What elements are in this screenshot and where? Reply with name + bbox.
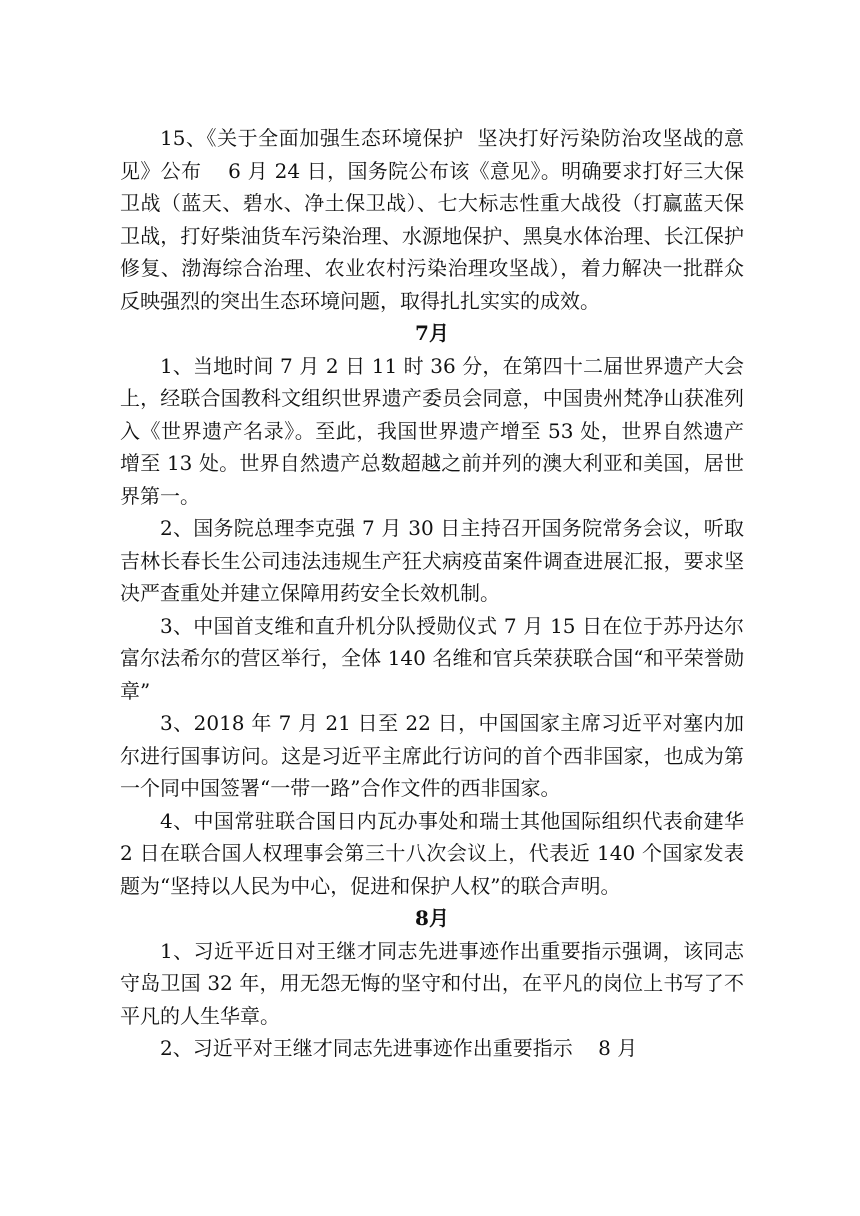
document-body: [120, 122, 751, 1065]
paragraph-august-1: 1、习近平近日对王继才同志先进事迹作出重要指示强调，该同志守岛卫国 32 年，用无怨无悔的坚守和付出，在平凡的岗位上书写了不平凡的人生华章。: [120, 938, 744, 1028]
section-heading-august: 8月: [415, 906, 449, 930]
section-heading-july: 7月: [415, 321, 449, 345]
paragraph-july-1: 1、当地时间 7 月 2 日 11 时 36 分，在第四十二届世界遗产大会上，经联合国教科文组织世界遗产委员会同意，中国贵州梵净山获准列入《世界遗产名录》。至此，我国世界遗产增至 53 处，世界自然遗产增至 13 处。世界自然遗产总数超越之前并列的澳大利亚和美国，居世界第一。: [120, 353, 744, 508]
paragraph-july-3b: 3、2018 年 7 月 21 日至 22 日，中国国家主席习近平对塞内加尔进行国事访问。这是习近平主席此行访问的首个西非国家，也成为第一个同中国签署“一带一路”合作文件的西非国家。: [120, 711, 744, 800]
paragraph-item-15: 15、《关于全面加强生态环境保护 坚决打好污染防治攻坚战的意见》公布 6 月 24 日，国务院公布该《意见》。明确要求打好三大保卫战（蓝天、碧水、净土保卫战）、七大标志性重大战役（打赢蓝天保卫战，打好柴油货车污染治理、水源地保护、黑臭水体治理、长江保护修复、渤海综合治理、农业农村污染治理攻坚战），着力解决一批群众反映强烈的突出生态环境问题，取得扎扎实实的成效。: [120, 126, 744, 313]
paragraph-july-3a: 3、中国首支维和直升机分队授勋仪式 7 月 15 日在位于苏丹达尔富尔法希尔的营区举行，全体 140 名维和官兵荣获联合国“和平荣誉勋章”: [120, 613, 744, 703]
paragraph-july-4: 4、中国常驻联合国日内瓦办事处和瑞士其他国际组织代表俞建华 2 日在联合国人权理事会第三十八次会议上，代表近 140 个国家发表题为“坚持以人民为中心，促进和保护人权”的联合声明。: [120, 808, 751, 898]
paragraph-july-2: 2、国务院总理李克强 7 月 30 日主持召开国务院常务会议，听取吉林长春长生公司违法违规生产狂犬病疫苗案件调查进展汇报，要求坚决严查重处并建立保障用药安全长效机制。: [120, 516, 744, 605]
paragraph-august-2: 2、习近平对王继才同志先进事迹作出重要指示 8 月: [160, 1036, 638, 1060]
